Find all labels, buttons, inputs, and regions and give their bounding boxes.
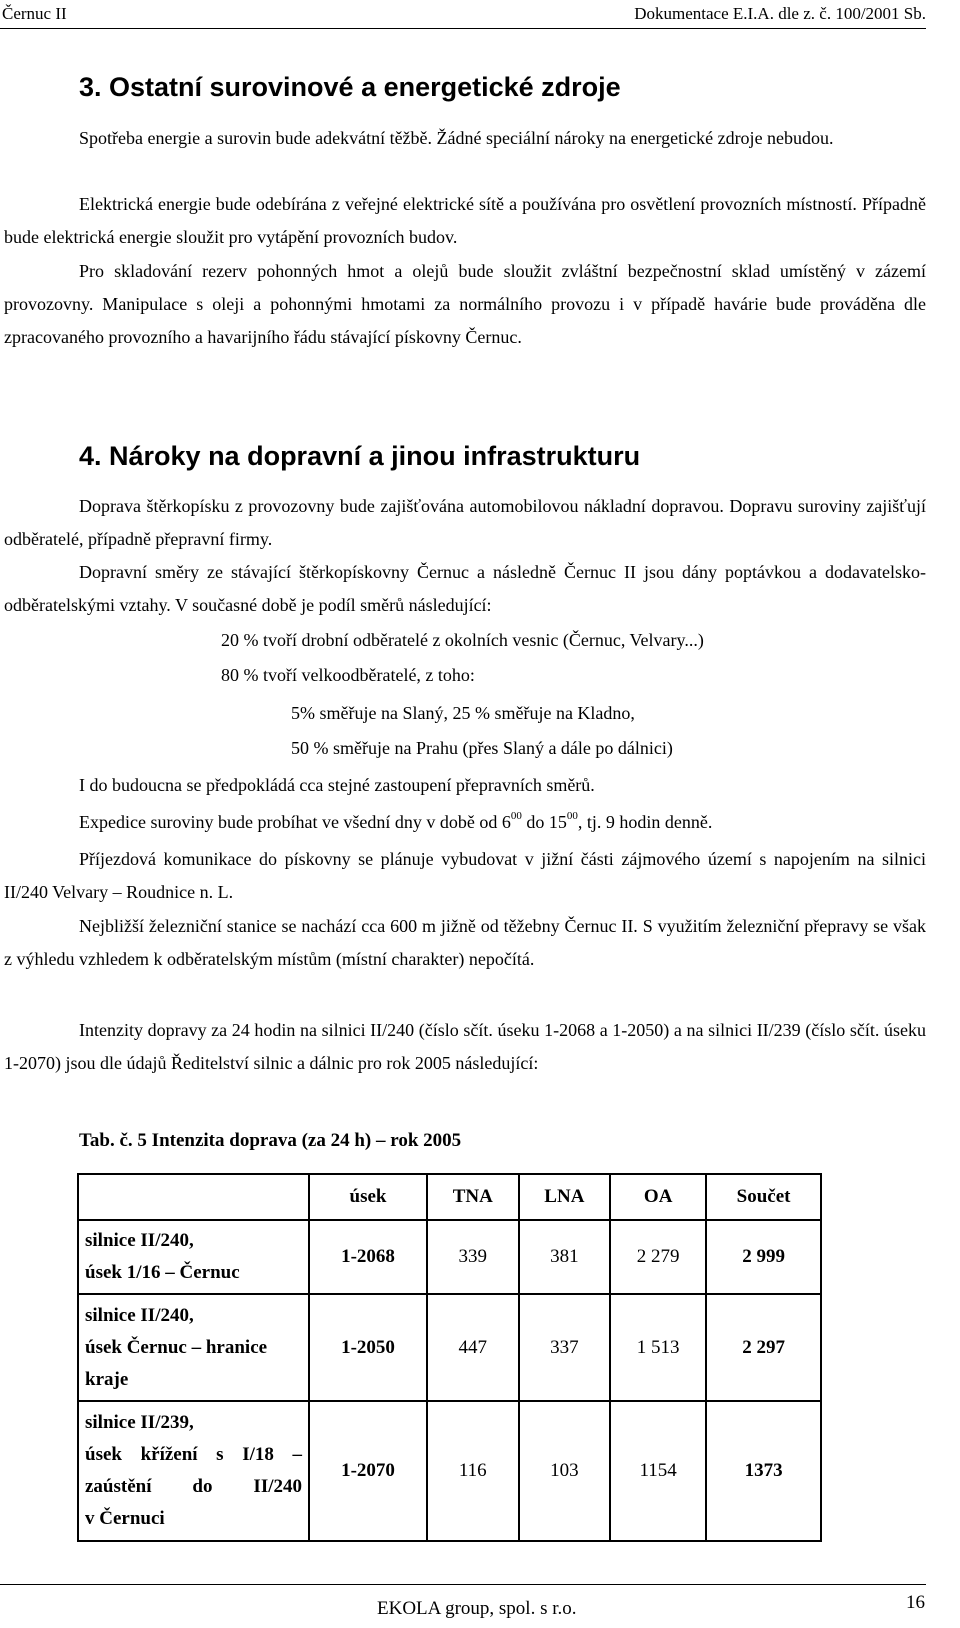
road-name-line: úsek Černuc – hranice [85,1336,268,1358]
table-header-cell: LNA [519,1174,611,1220]
road-name-line: v Černuci [85,1508,165,1529]
tna-cell: 339 [427,1220,519,1294]
section-4-paragraph-6: Nejbližší železniční stanice se nachází cca 600 m jižně od těžebny Černuc II. S využitím železniční přepravy se však z výhledu vzhledem k odběratelským místům (místní charakter) nepočítá. [4,916,926,969]
header-left: Černuc II [2,4,67,23]
table-header-cell: TNA [427,1174,519,1220]
sum-cell: 2 297 [706,1294,821,1401]
lna-cell: 381 [519,1220,611,1294]
section-4-paragraph-4 [79,806,712,839]
share-line-2b: 50 % směřuje na Prahu (přes Slaný a dále po dálnici) [291,738,673,758]
expedition-text-middle: do 15 [521,812,567,832]
expedition-text-end: , tj. 9 hodin denně. [577,812,713,832]
table-row [78,1294,821,1401]
share-line-2: 80 % tvoří velkoodběratelé, z toho: [221,665,475,685]
table-header-cell: OA [610,1174,706,1220]
road-name-line: silnice II/240, [85,1230,194,1251]
section-4-paragraph-2: Dopravní směry ze stávající štěrkopískovny Černuc a následně Černuc II jsou dány poptávkou a dodavatelsko-odběratelskými vztahy. V současné době je podíl směrů následující: [4,562,926,615]
table-header-row [78,1174,821,1220]
section-cell: 1-2050 [309,1294,427,1401]
oa-cell: 2 279 [610,1220,706,1294]
table-header-cell: úsek [309,1174,427,1220]
tna-cell: 116 [427,1401,519,1541]
time-superscript-2: 00 [566,810,578,822]
section-cell: 1-2070 [309,1401,427,1541]
section-4-paragraph-3: I do budoucna se předpokládá cca stejné zastoupení přepravních směrů. [79,775,595,795]
section-4-paragraph-7: Intenzity dopravy za 24 hodin na silnici II/240 (číslo sčít. úseku 1-2068 a 1-2050) a na silnici II/239 (číslo sčít. úseku 1-2070) jsou dle údajů Ředitelství silnic a dálnic pro rok 2005 následující: [4,1020,926,1073]
share-line-1: 20 % tvoří drobní odběratelé z okolních vesnic (Černuc, Velvary...) [221,630,704,650]
table-header-cell [78,1174,309,1220]
section-3-title: 3. Ostatní surovinové a energetické zdroje [79,72,621,102]
table-header-cell: Součet [706,1174,821,1220]
road-name-line: silnice II/240, [85,1304,194,1326]
sum-cell: 1373 [706,1401,821,1541]
oa-cell: 1154 [610,1401,706,1541]
page-number: 16 [906,1592,925,1613]
road-name-line: úsek 1/16 – Černuc [85,1262,240,1283]
header-rule [0,28,926,29]
section-3-paragraph-2: Elektrická energie bude odebírána z veřejné elektrické sítě a používána pro osvětlení provozních místností. Případně bude elektrická energie sloužit pro vytápění provozních budov. [4,194,926,247]
section-4-title: 4. Nároky na dopravní a jinou infrastrukturu [79,441,641,471]
section-cell: 1-2068 [309,1220,427,1294]
section-4-paragraph-5: Příjezdová komunikace do pískovny se plánuje vybudovat v jižní části zájmového území s napojením na silnici II/240 Velvary – Roudnice n. L. [4,849,926,902]
road-name-cell [78,1401,309,1541]
road-name-line: kraje [85,1368,129,1390]
section-3-paragraph-3: Pro skladování rezerv pohonných hmot a olejů bude sloužit zvláštní bezpečnostní sklad umístěný v zázemí provozovny. Manipulace s oleji a pohonnými hmotami za normálního provozu i v případě havárie bude prováděna dle zpracovaného provozního a havarijního řádu stávající pískovny Černuc. [4,261,926,347]
oa-cell: 1 513 [610,1294,706,1401]
table-row [78,1401,821,1541]
road-name-line: zaústění do II/240 [85,1476,302,1497]
road-name-cell [78,1220,309,1294]
section-4-paragraph-1: Doprava štěrkopísku z provozovny bude zajišťována automobilovou nákladní dopravou. Dopravu suroviny zajišťují odběratelé, případně přepravní firmy. [4,496,926,549]
tna-cell: 447 [427,1294,519,1401]
sum-cell: 2 999 [706,1220,821,1294]
lna-cell: 337 [519,1294,611,1401]
share-line-2a: 5% směřuje na Slaný, 25 % směřuje na Kladno, [291,703,635,723]
road-name-cell [78,1294,309,1401]
footer-rule [0,1584,926,1585]
time-superscript-1: 00 [510,810,522,822]
table-caption: Tab. č. 5 Intenzita doprava (za 24 h) – rok 2005 [79,1130,462,1151]
road-name-line: úsek křížení s I/18 – [85,1444,302,1465]
section-3-paragraph-1: Spotřeba energie a surovin bude adekvátní těžbě. Žádné speciální nároky na energetické zdroje nebudou. [79,128,834,148]
expedition-text-start: Expedice suroviny bude probíhat ve všední dny v době od 6 [79,812,511,832]
footer-company: EKOLA group, spol. s r.o. [377,1598,577,1619]
lna-cell: 103 [519,1401,611,1541]
table-row [78,1220,821,1294]
header-right: Dokumentace E.I.A. dle z. č. 100/2001 Sb. [634,4,926,23]
traffic-intensity-table [77,1173,822,1542]
road-name-line: silnice II/239, [85,1412,194,1433]
